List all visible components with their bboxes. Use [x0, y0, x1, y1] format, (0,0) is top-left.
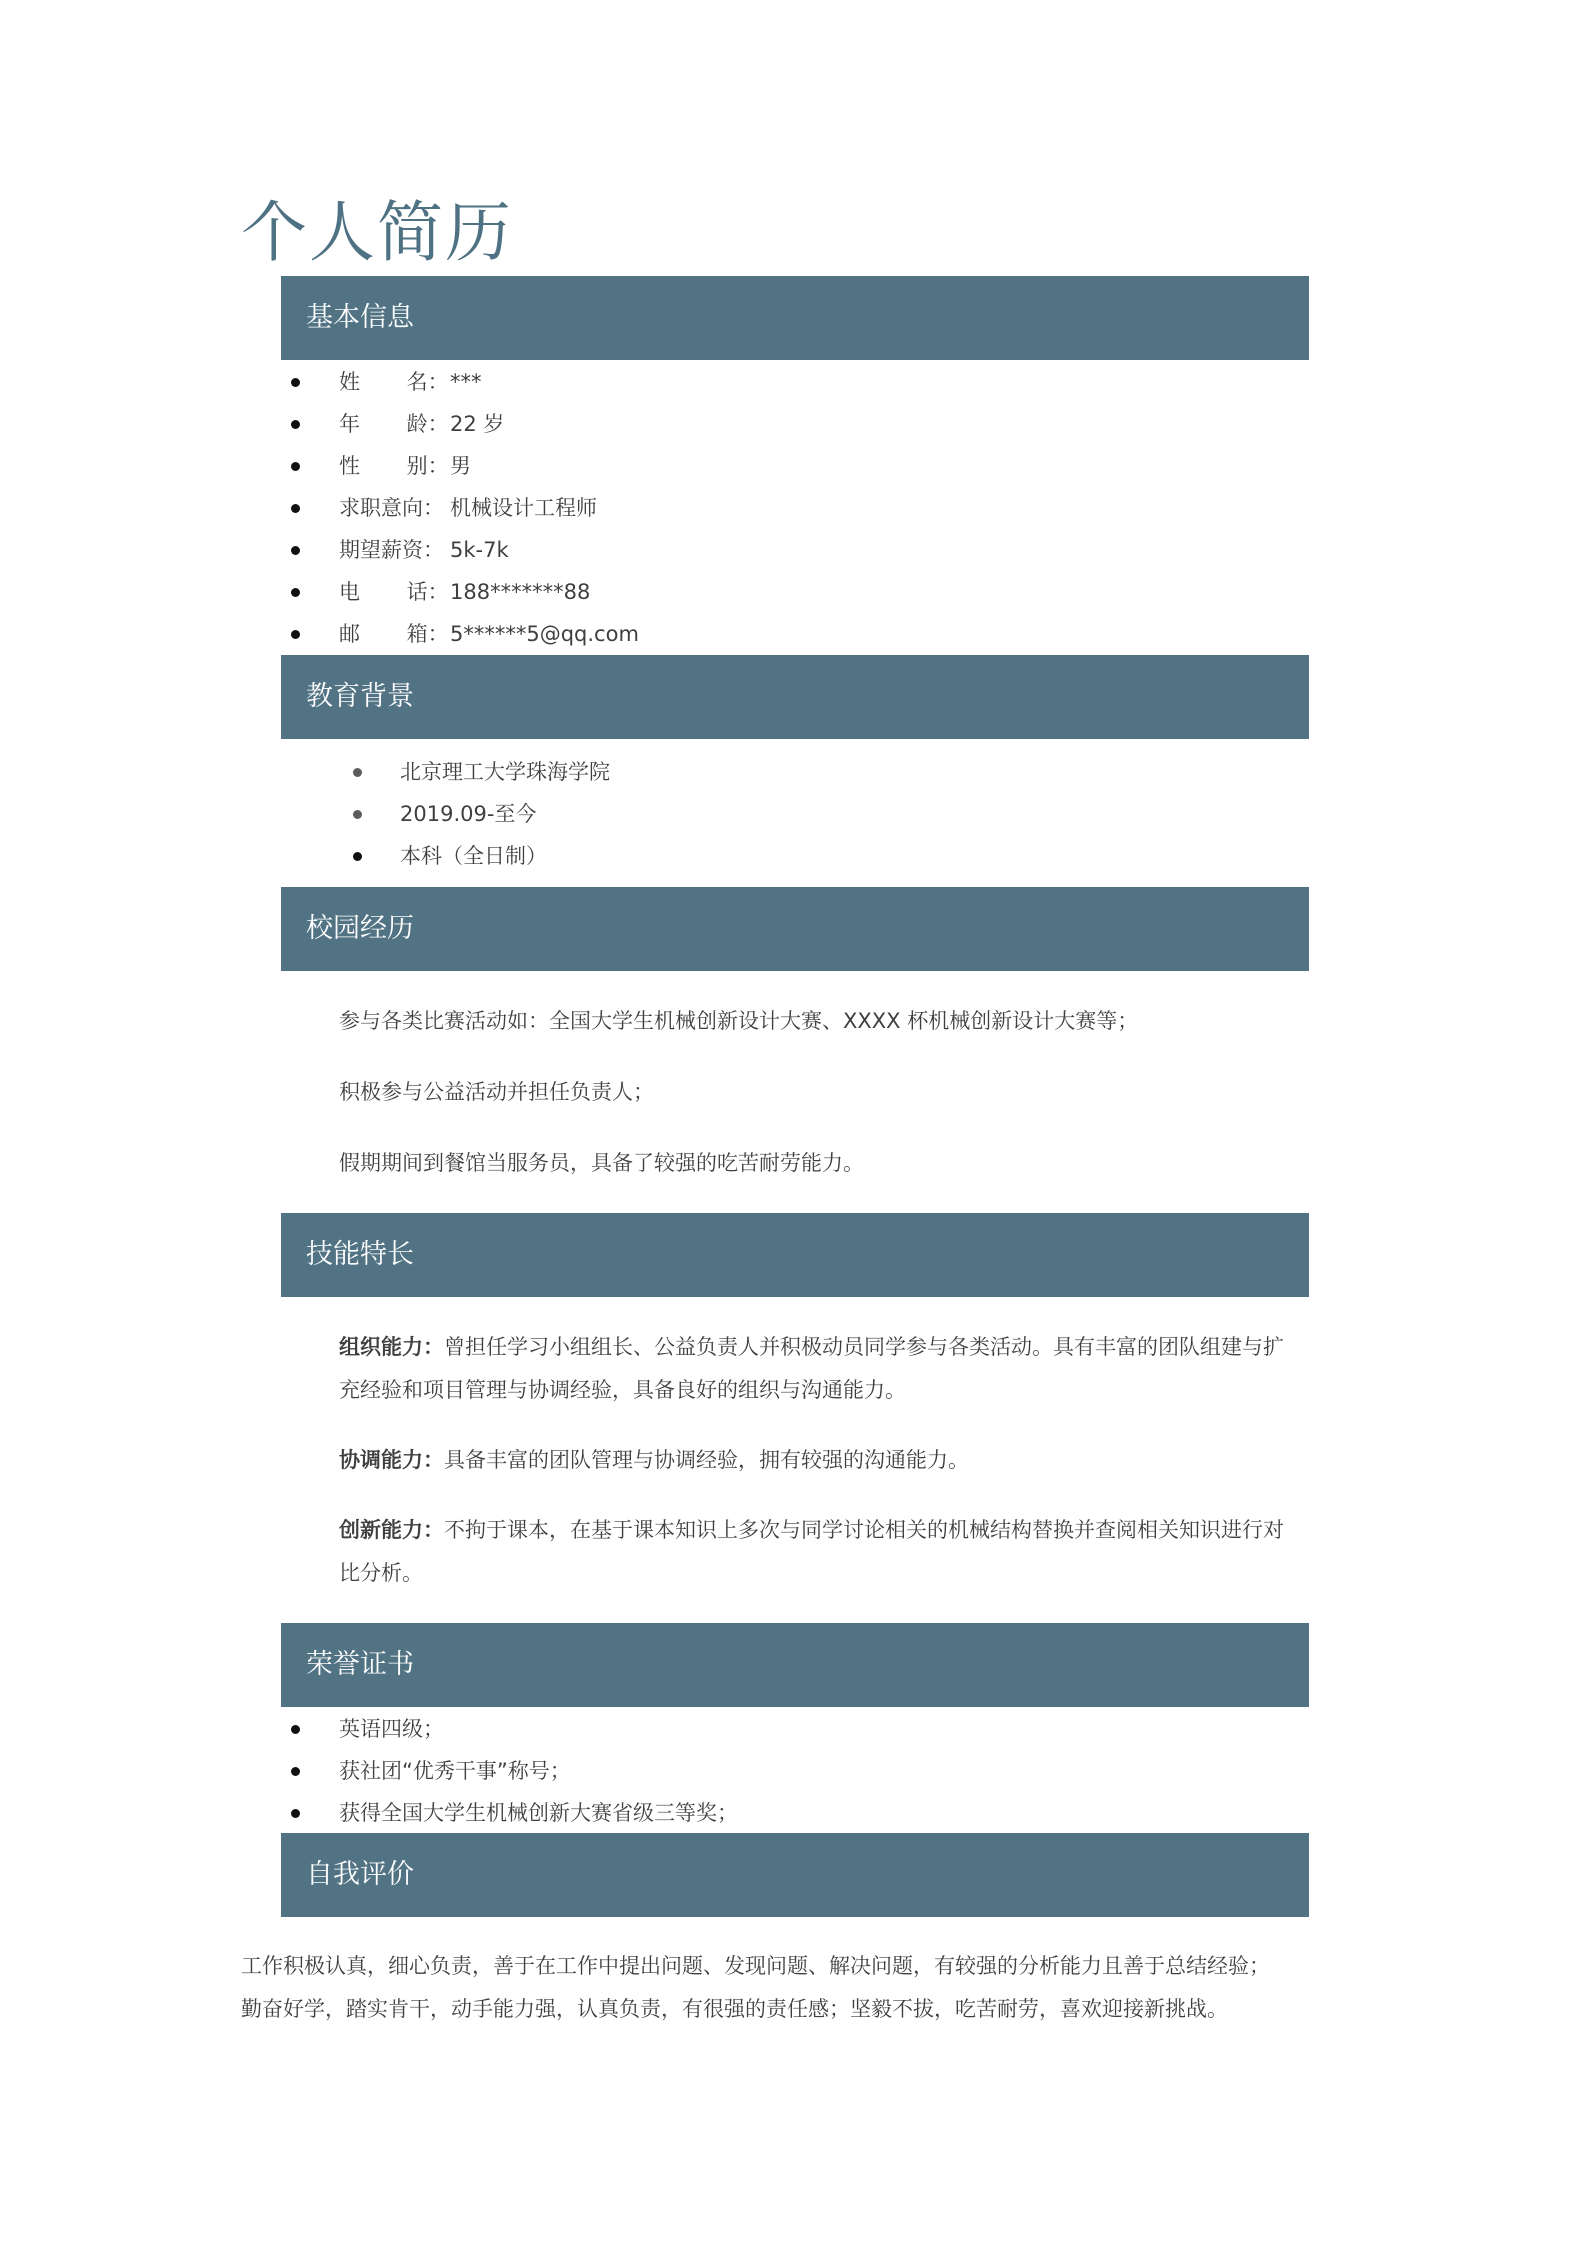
info-label-phone: 电 话： [339, 580, 449, 604]
bullet-icon [291, 546, 300, 555]
bullet-icon [291, 504, 300, 513]
skill-label: 组织能力： [339, 1335, 444, 1359]
campus-item-parttime: 假期期间到餐馆当服务员，具备了较强的吃苦耐劳能力。 [339, 1151, 864, 1175]
info-value-job-target: 机械设计工程师 [450, 496, 597, 520]
info-value-email: 5******5@qq.com [450, 622, 639, 646]
bullet-icon [291, 378, 300, 387]
bullet-icon [291, 420, 300, 429]
honor-item: 获得全国大学生机械创新大赛省级三等奖； [339, 1801, 738, 1825]
skill-text: 具备丰富的团队管理与协调经验，拥有较强的沟通能力。 [444, 1448, 969, 1472]
section-header-campus: 校园经历 [281, 887, 1309, 971]
skill-label: 协调能力： [339, 1448, 444, 1472]
info-value-phone: 188*******88 [450, 580, 591, 604]
list-item [0, 530, 1000, 570]
campus-item-competitions: 参与各类比赛活动如：全国大学生机械创新设计大赛、XXXX 杯机械创新设计大赛等； [339, 1009, 1139, 1033]
info-value-age: 22 岁 [450, 412, 505, 436]
info-label-job-target: 求职意向： [339, 496, 444, 520]
campus-item-charity: 积极参与公益活动并担任负责人； [339, 1080, 654, 1104]
list-item [0, 1709, 1000, 1749]
bullet-icon [291, 630, 300, 639]
info-value-gender: 男 [450, 454, 471, 478]
list-item [0, 794, 1000, 834]
info-value-salary: 5k-7k [450, 538, 509, 562]
page-title: 个人简历 [241, 194, 513, 271]
education-period: 2019.09-至今 [400, 802, 537, 826]
list-item [0, 614, 1000, 654]
info-label-name: 姓 名： [339, 370, 449, 394]
skill-label: 创新能力： [339, 1518, 444, 1542]
bullet-icon [291, 462, 300, 471]
bullet-icon [291, 1767, 300, 1776]
list-item [0, 488, 1000, 528]
section-header-self-eval: 自我评价 [281, 1833, 1309, 1917]
section-header-honors: 荣誉证书 [281, 1623, 1309, 1707]
info-label-gender: 性 别： [339, 454, 449, 478]
section-header-education: 教育背景 [281, 655, 1309, 739]
list-item [0, 1793, 1000, 1833]
info-value-name: *** [450, 370, 482, 394]
education-school: 北京理工大学珠海学院 [400, 760, 610, 784]
skill-coordination [339, 1439, 1284, 1482]
list-item [0, 404, 1000, 444]
bullet-icon [291, 588, 300, 597]
skill-innovation [339, 1509, 1284, 1595]
bullet-icon [291, 1809, 300, 1818]
list-item [0, 1751, 1000, 1791]
list-item [0, 362, 1000, 402]
list-item [0, 836, 1000, 876]
section-header-basic-info: 基本信息 [281, 276, 1309, 360]
list-item [0, 446, 1000, 486]
honor-item: 英语四级； [339, 1717, 444, 1741]
bullet-icon [291, 1725, 300, 1734]
skill-organization [339, 1326, 1284, 1412]
info-label-age: 年 龄： [339, 412, 449, 436]
bullet-icon [353, 768, 362, 777]
section-header-skills: 技能特长 [281, 1213, 1309, 1297]
self-eval-text: 工作积极认真，细心负责，善于在工作中提出问题、发现问题、解决问题，有较强的分析能力且善于总结经验；勤奋好学，踏实肯干，动手能力强，认真负责，有很强的责任感；坚毅不拔，吃苦耐劳，喜欢迎接新挑战。 [241, 1954, 1270, 2021]
list-item [0, 752, 1000, 792]
bullet-icon [353, 810, 362, 819]
skill-text: 曾担任学习小组组长、公益负责人并积极动员同学参与各类活动。具有丰富的团队组建与扩充经验和项目管理与协调经验，具备良好的组织与沟通能力。 [339, 1335, 1284, 1402]
skill-text: 不拘于课本，在基于课本知识上多次与同学讨论相关的机械结构替换并查阅相关知识进行对比分析。 [339, 1518, 1284, 1585]
list-item [0, 572, 1000, 612]
honor-item: 获社团“优秀干事”称号； [339, 1759, 571, 1783]
bullet-icon [353, 852, 362, 861]
education-degree: 本科（全日制） [400, 844, 547, 868]
info-label-salary: 期望薪资： [339, 538, 444, 562]
info-label-email: 邮 箱： [339, 622, 449, 646]
